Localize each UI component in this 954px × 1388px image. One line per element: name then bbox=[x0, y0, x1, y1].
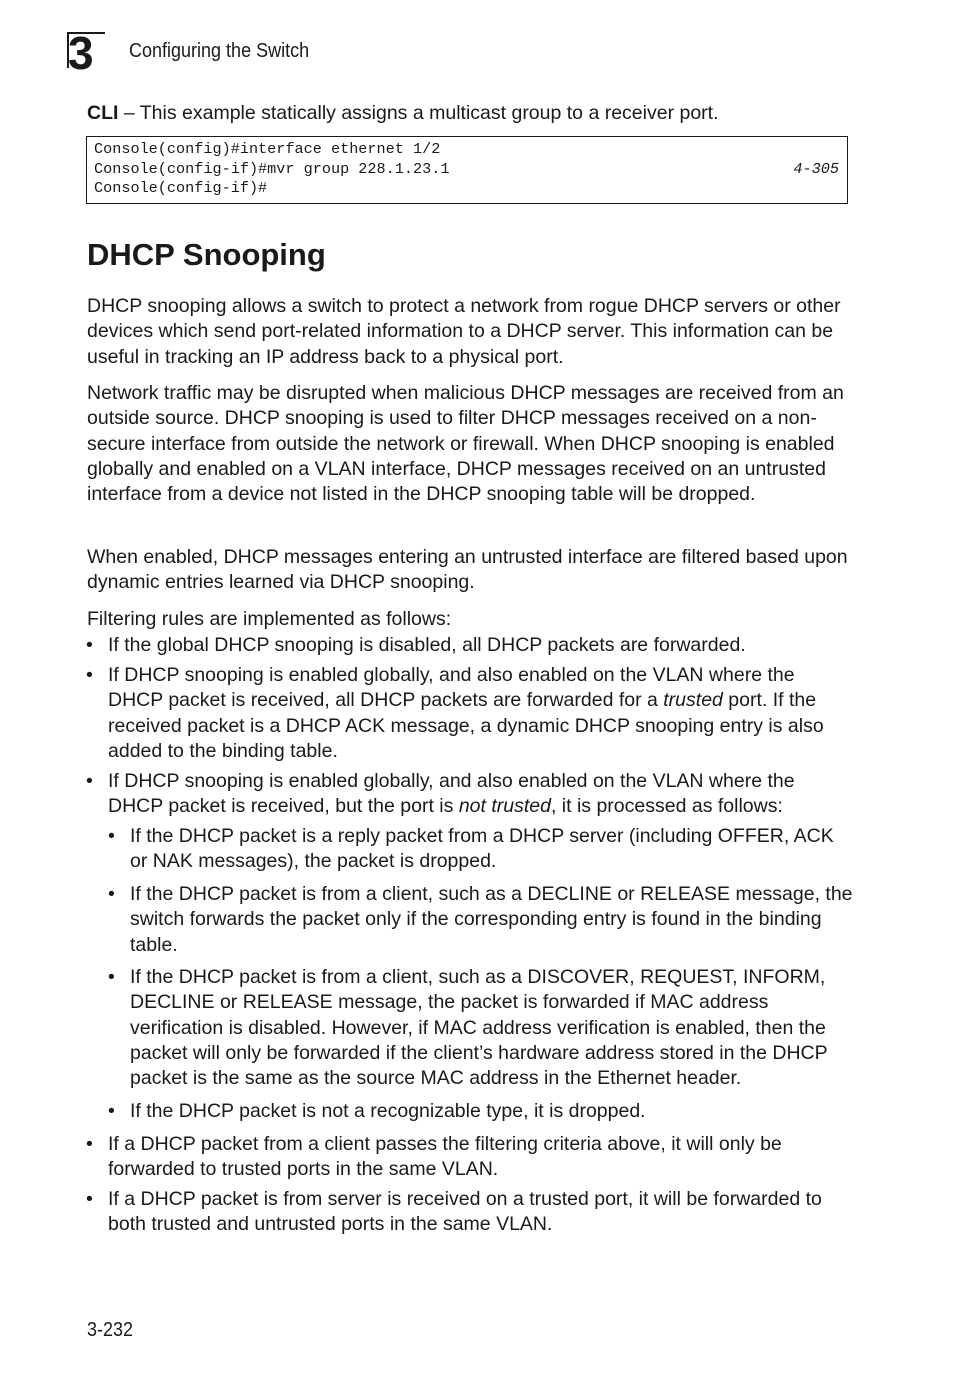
code-example bbox=[86, 136, 848, 204]
cli-intro bbox=[87, 101, 857, 126]
cli-description: – This example statically assigns a multicast group to a receiver port. bbox=[118, 102, 719, 124]
chapter-number: 3 bbox=[68, 27, 93, 79]
bullet-mark: • bbox=[86, 634, 93, 656]
sub-list-item: • If the DHCP packet is a reply packet from a DHCP server (including OFFER, ACK or NAK messages), the packet is dropped. bbox=[108, 825, 834, 873]
bullet-mark: • bbox=[86, 770, 93, 792]
sub-list-item: • If the DHCP packet is from a client, such as a DECLINE or RELEASE message, the switch forwards the packet only if the corresponding entry is found in the binding table. bbox=[108, 883, 853, 956]
bullet-mark: • bbox=[86, 1188, 93, 1210]
list-item: • If the global DHCP snooping is disabled, all DHCP packets are forwarded. bbox=[108, 633, 853, 658]
list-item: • If a DHCP packet from a client passes the filtering criteria above, it will only be forwarded to trusted ports in the same VLAN. bbox=[86, 1133, 782, 1181]
paragraph: DHCP snooping allows a switch to protect a network from rogue DHCP servers or other devices which send port-related information to a DHCP server. This information can be useful in tracking an IP address back to a physical port. bbox=[87, 295, 841, 368]
bullet-mark: • bbox=[86, 1133, 93, 1155]
list-item: • If DHCP snooping is enabled globally, and also enabled on the VLAN where the DHCP packet is received, but the port is not trusted, it is processed as follows: bbox=[86, 770, 795, 818]
paragraph: When enabled, DHCP messages entering an untrusted interface are filtered based upon dynamic entries learned via DHCP snooping. bbox=[87, 546, 848, 594]
page-number: 3-232 bbox=[87, 1319, 134, 1341]
bullet-mark: • bbox=[108, 883, 115, 905]
paragraph: Network traffic may be disrupted when malicious DHCP messages are received from an outside source. DHCP snooping is used to filter DHCP messages received on a non-secure interface from outside the network or firewall. When DHCP snooping is enabled globally and enabled on a VLAN interface, DHCP messages received on an untrusted interface from a device not listed in the DHCP snooping table will be dropped. bbox=[87, 382, 844, 506]
bullet-mark: • bbox=[86, 664, 93, 686]
paragraph: Filtering rules are implemented as follows: bbox=[87, 608, 452, 630]
section-heading: DHCP Snooping bbox=[87, 237, 326, 272]
list-item: • If DHCP snooping is enabled globally, and also enabled on the VLAN where the DHCP packet is received, all DHCP packets are forwarded for a trusted port. If the received packet is a DHCP ACK message, a dynamic DHCP snooping entry is also added to the binding table. bbox=[86, 664, 824, 762]
cli-label: CLI bbox=[87, 102, 119, 124]
code-line: Console(config-if)#mvr group 228.1.23.1 4-305 bbox=[94, 159, 839, 178]
sub-list-item: • If the DHCP packet is not a recognizable type, it is dropped. bbox=[130, 1099, 855, 1124]
sub-list-item: • If the DHCP packet is from a client, such as a DISCOVER, REQUEST, INFORM, DECLINE or RELEASE message, the packet is forwarded if MAC address verification is disabled. However, if MAC address verification is enabled, then the packet will only be forwarded if the client’s hardware address stored in the DHCP packet is the same as the source MAC address in the Ethernet header. bbox=[108, 966, 828, 1090]
bullet-mark: • bbox=[108, 825, 115, 847]
code-page-reference: 4-305 bbox=[793, 159, 839, 178]
code-line: Console(config)#interface ethernet 1/2 bbox=[94, 140, 441, 158]
code-line: Console(config-if)# bbox=[94, 179, 268, 198]
running-header-title: Configuring the Switch bbox=[129, 40, 310, 62]
bullet-mark: • bbox=[108, 966, 115, 988]
bullet-mark: • bbox=[108, 1100, 115, 1122]
list-item: • If a DHCP packet is from server is received on a trusted port, it will be forwarded to both trusted and untrusted ports in the same VLAN. bbox=[86, 1188, 822, 1236]
